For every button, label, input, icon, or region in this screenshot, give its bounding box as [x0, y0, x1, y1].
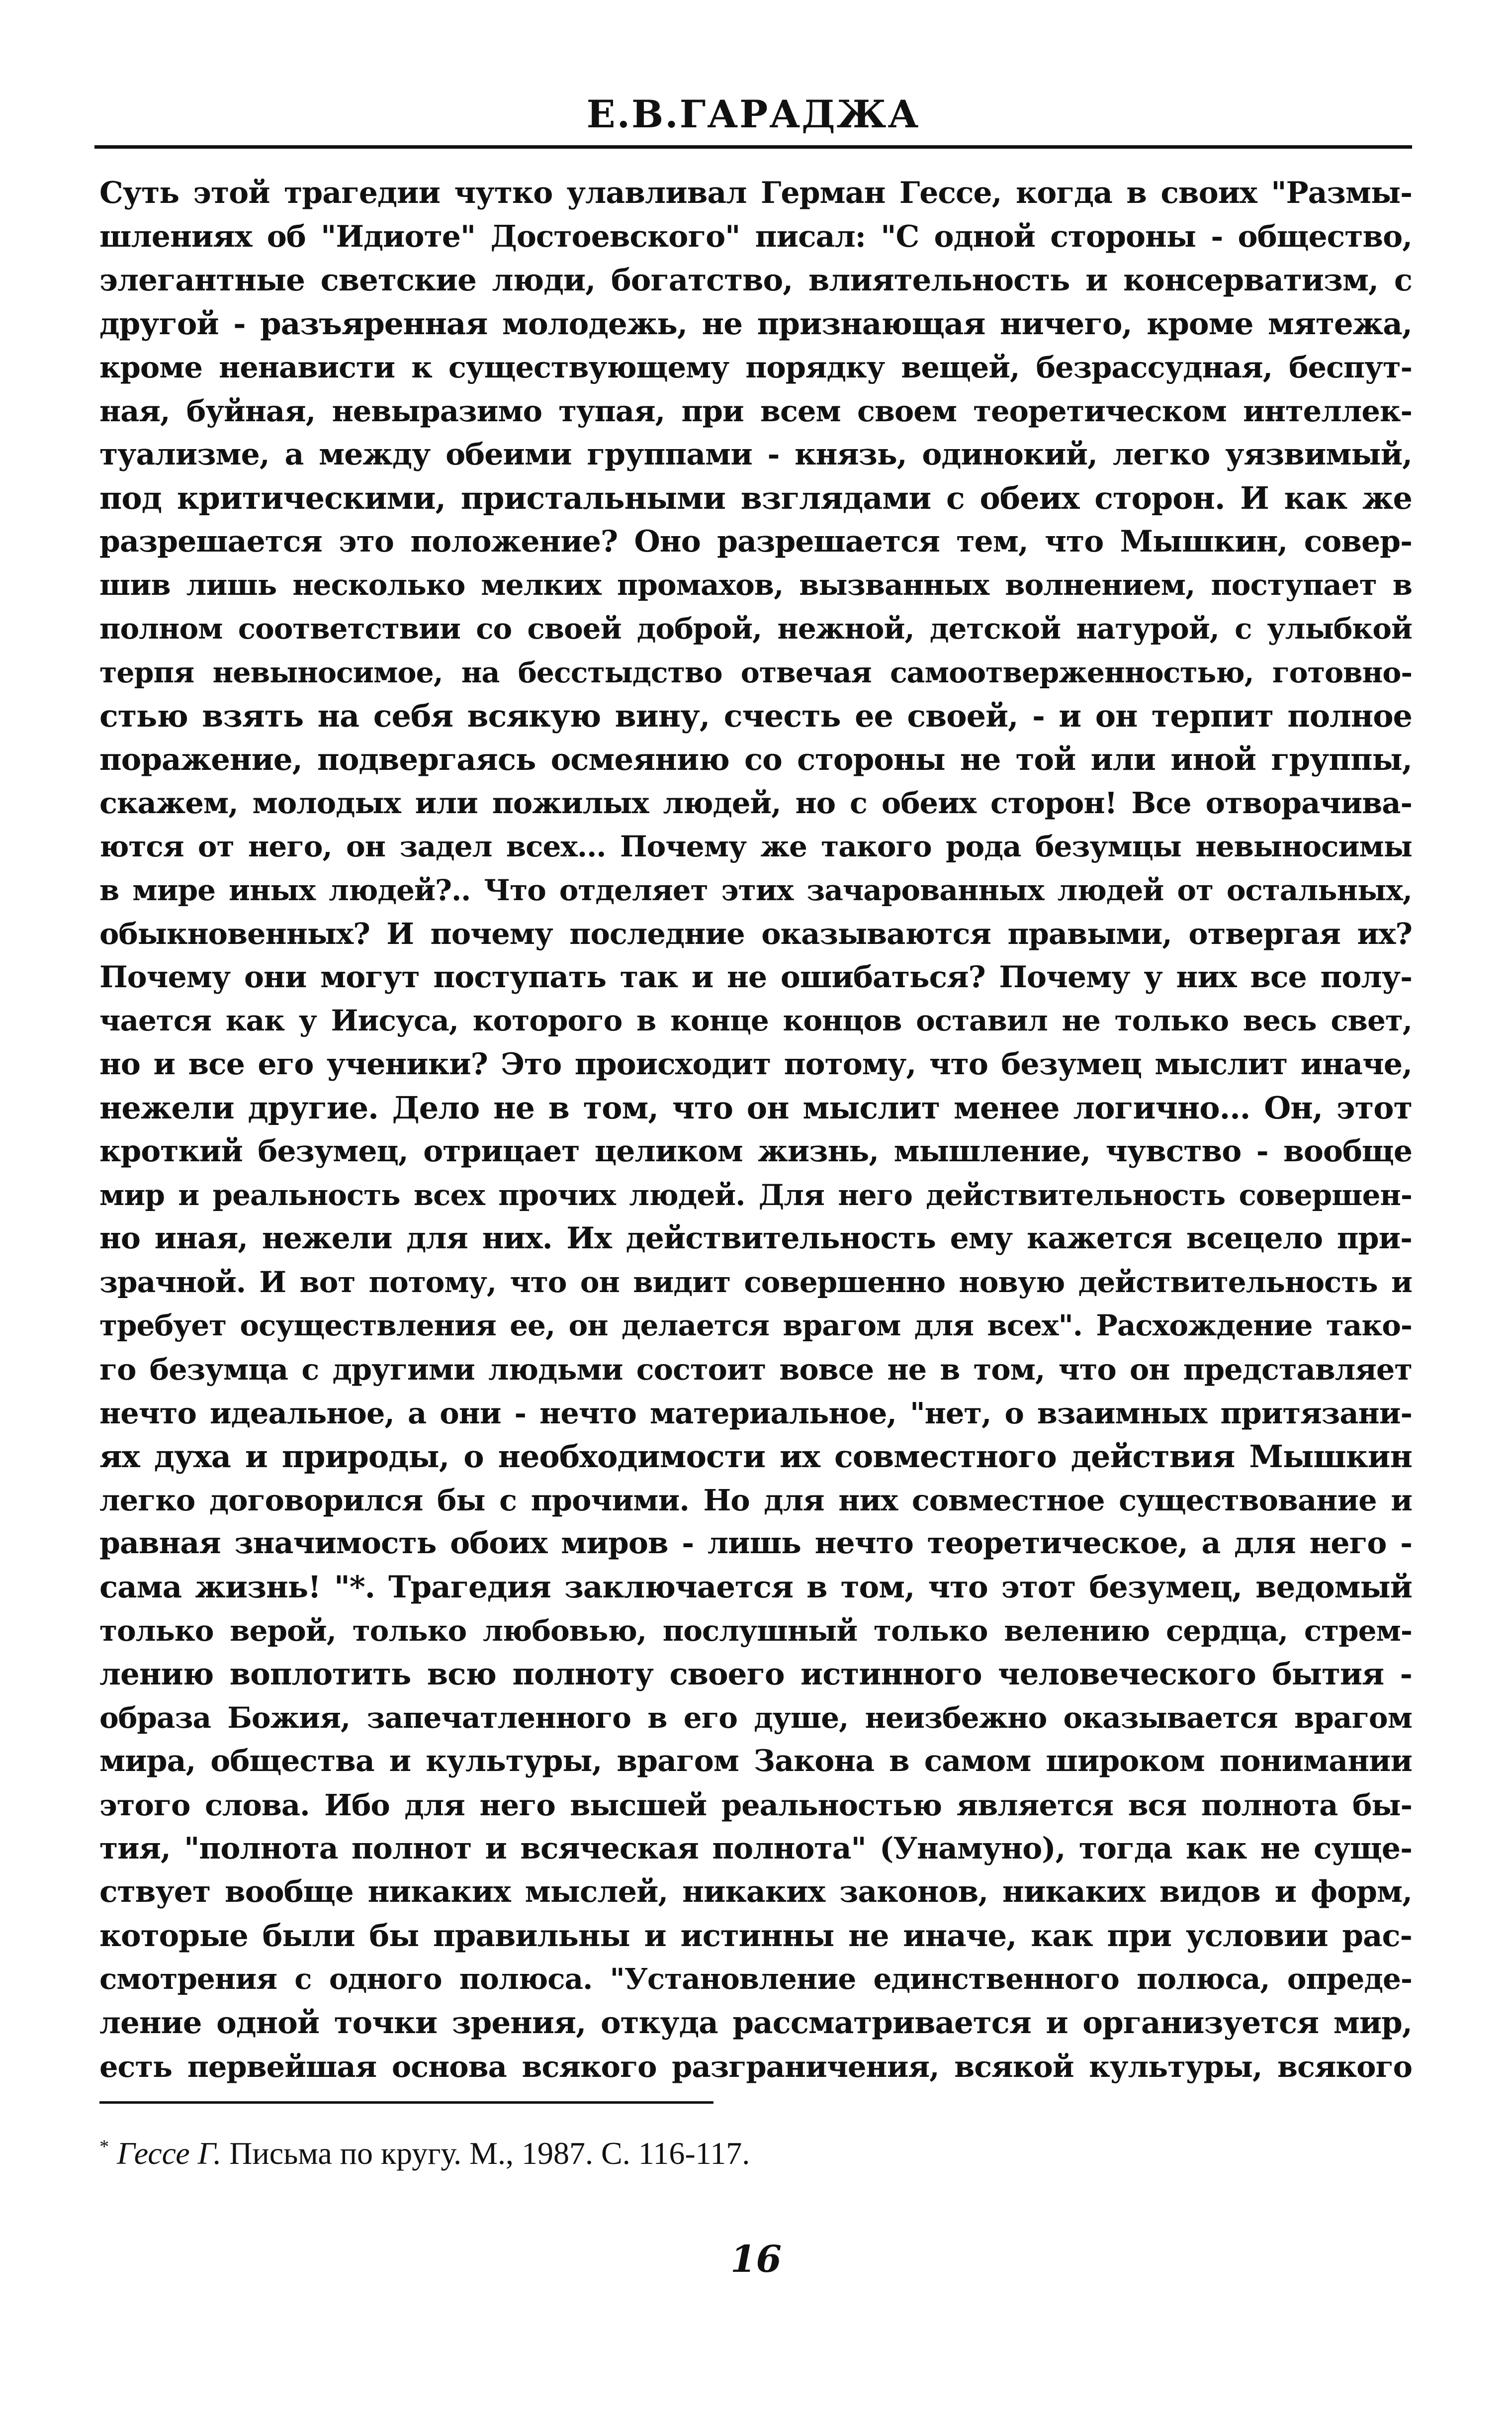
- text-line: Почему они могут поступать так и не ошибаться? Почему у них все полу-: [99, 959, 1412, 995]
- text-line: Суть этой трагедии чутко улавливал Герман Гессе, когда в своих "Размы-: [99, 176, 1412, 210]
- text-line: другой - разъяренная молодежь, не признающая ничего, кроме мятежа,: [99, 306, 1412, 342]
- text-line: ствует вообще никаких мыслей, никаких законов, никаких видов и форм,: [99, 1874, 1412, 1910]
- text-line: ление одной точки зрения, откуда рассматривается и организуется мир,: [99, 2005, 1412, 2041]
- text-line: равная значимость обоих миров - лишь нечто теоретическое, а для него -: [99, 1526, 1412, 1561]
- text-line: элегантные светские люди, богатство, влиятельность и консерватизм, с: [99, 263, 1412, 298]
- main-text: [99, 172, 1412, 2088]
- text-line: но и все его ученики? Это происходит потому, что безумец мыслит иначе,: [99, 1046, 1412, 1082]
- text-line: кроткий безумец, отрицает целиком жизнь, мышление, чувство - вообще: [99, 1134, 1412, 1169]
- text-line: полном соответствии со своей доброй, нежной, детской натурой, с улыбкой: [99, 611, 1412, 646]
- footnote-marker: *: [99, 2136, 109, 2157]
- text-line: шлениях об "Идиоте" Достоевского" писал: "С одной стороны - общество,: [99, 219, 1412, 254]
- text-line: зрачной. И вот потому, что он видит совершенно новую действительность и: [99, 1265, 1412, 1299]
- running-title: Е.В.ГАРАДЖА: [586, 92, 920, 136]
- text-line: ная, буйная, невыразимо тупая, при всем своем теоретическом интеллек-: [99, 393, 1412, 428]
- text-line: мир и реальность всех прочих людей. Для него действительность совершен-: [99, 1178, 1412, 1212]
- text-line: поражение, подвергаясь осмеянию со стороны не той или иной группы,: [99, 742, 1412, 777]
- text-line: го безумца с другими людьми состоит вовсе не в том, что он представляет: [99, 1352, 1412, 1387]
- text-line: требует осуществления ее, он делается врагом для всех". Расхождение тако-: [99, 1308, 1412, 1343]
- text-line: шив лишь несколько мелких промахов, вызванных волнением, поступает в: [99, 568, 1412, 602]
- text-line: мира, общества и культуры, врагом Закона в самом широком понимании: [99, 1744, 1412, 1779]
- text-line: образа Божия, запечатленного в его душе, неизбежно оказывается врагом: [99, 1700, 1412, 1735]
- text-line: ях духа и природы, о необходимости их совместного действия Мышкин: [99, 1438, 1412, 1475]
- text-line: нечто идеальное, а они - нечто материальное, "нет, о взаимных притязани-: [99, 1396, 1412, 1430]
- text-line: только верой, только любовью, послушный только велению сердца, стрем-: [99, 1613, 1412, 1648]
- page-number: 16: [730, 2238, 782, 2281]
- text-line: тия, "полнота полнот и всяческая полнота" (Унамуно), тогда как не суще-: [99, 1831, 1412, 1866]
- text-line: разрешается это положение? Оно разрешается тем, что Мышкин, совер-: [99, 524, 1412, 559]
- text-line: туализме, а между обеими группами - князь, одинокий, легко уязвимый,: [99, 437, 1412, 472]
- footnote-citation: Письма по кругу. М., 1987. С. 116-117.: [221, 2136, 750, 2171]
- text-line: легко договорился бы с прочими. Но для них совместное существование и: [99, 1483, 1412, 1517]
- footnote-author: Гессе Г.: [117, 2136, 222, 2171]
- text-line: под критическими, пристальными взглядами с обеих сторон. И как же: [99, 480, 1412, 517]
- text-line: скажем, молодых или пожилых людей, но с обеих сторон! Все отворачива-: [99, 786, 1412, 821]
- header-rule: [94, 145, 1412, 149]
- text-line: лению воплотить всю полноту своего истинного человеческого бытия -: [99, 1657, 1412, 1692]
- text-line: сама жизнь! "*. Трагедия заключается в том, что этот безумец, ведомый: [99, 1570, 1412, 1605]
- text-line: стью взять на себя всякую вину, счесть ее своей, - и он терпит полное: [99, 698, 1412, 735]
- text-line: есть первейшая основа всякого разграничения, всякой культуры, всякого: [99, 2049, 1412, 2084]
- text-line: этого слова. Ибо для него высшей реальностью является вся полнота бы-: [99, 1787, 1412, 1822]
- footnote: [99, 2131, 750, 2176]
- text-line: чается как у Иисуса, которого в конце концов оставил не только весь свет,: [99, 1004, 1412, 1038]
- text-line: смотрения с одного полюса. "Установление единственного полюса, опреде-: [99, 1962, 1412, 1996]
- text-line: терпя невыносимое, на бесстыдство отвечая самоотверженностью, готовно-: [99, 655, 1412, 689]
- text-line: ются от него, он задел всех... Почему же такого рода безумцы невыносимы: [99, 829, 1412, 863]
- text-line: в мире иных людей?.. Что отделяет этих зачарованных людей от остальных,: [99, 873, 1412, 907]
- text-line: но иная, нежели для них. Их действительность ему кажется всецело при-: [99, 1221, 1412, 1256]
- text-line: нежели другие. Дело не в том, что он мыслит менее логично... Он, этот: [99, 1090, 1412, 1126]
- footnote-rule: [99, 2101, 713, 2104]
- text-line: которые были бы правильны и истинны не иначе, как при условии рас-: [99, 1918, 1412, 1954]
- text-line: кроме ненависти к существующему порядку вещей, безрассудная, беспут-: [99, 350, 1412, 385]
- text-line: обыкновенных? И почему последние оказываются правыми, отвергая их?: [99, 917, 1412, 951]
